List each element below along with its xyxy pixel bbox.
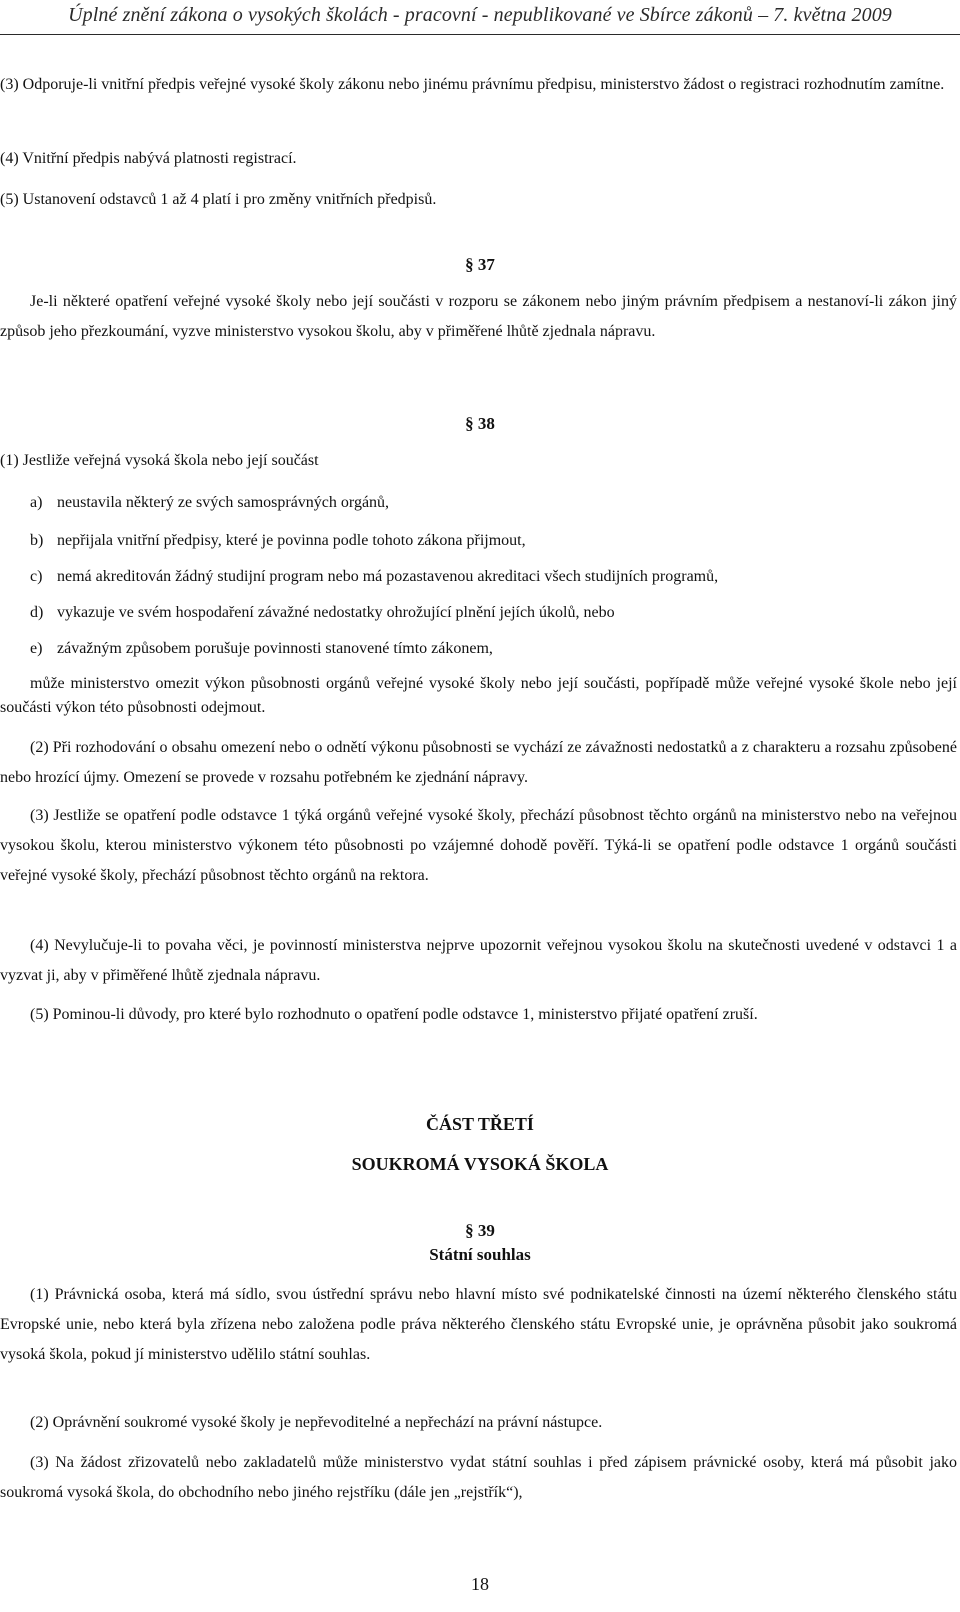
section-39-paragraph-2: (2) Oprávnění soukromé vysoké školy je nepřevoditelné a nepřechází na právní nástupce. bbox=[30, 1414, 603, 1431]
list-item-a: a) neustavila některý ze svých samosprávných orgánů, bbox=[30, 494, 390, 511]
list-item-e: e) závažným způsobem porušuje povinnosti stanovené tímto zákonem, bbox=[30, 640, 493, 657]
list-item-d: d) vykazuje ve svém hospodaření závažné nedostatky ohrožující plnění jejích úkolů, nebo bbox=[30, 604, 615, 621]
section-38-paragraph-3: (3) Jestliže se opatření podle odstavce 1 týká orgánů veřejné vysoké školy, přechází působnost těchto orgánů na ministerstvo nebo na veřejnou vysokou školu, kterou ministerstvo výkonem této působnosti po vzájemné dohodě pověří. Týká-li se opatření podle odstavce 1 orgánů součásti veřejné vysoké školy, přechází působnost těchto orgánů na rektora. bbox=[0, 807, 957, 884]
part-subtitle: SOUKROMÁ VYSOKÁ ŠKOLA bbox=[351, 1154, 609, 1174]
section-38-intro: (1) Jestliže veřejná vysoká škola nebo její součást bbox=[0, 452, 319, 469]
section-38-paragraph-4: (4) Nevylučuje-li to povaha věci, je povinností ministerstva nejprve upozornit veřejnou vysokou školu na skutečnosti uvedené v odstavci 1 a vyzvat ji, aby v přiměřené lhůtě zjednala nápravu. bbox=[0, 937, 957, 984]
list-item-c: c) nemá akreditován žádný studijní program nebo má pozastavenou akreditaci všech studijních programů, bbox=[30, 568, 719, 585]
paragraph-registration-refusal: (3) Odporuje-li vnitřní předpis veřejné vysoké školy zákonu nebo jinému právnímu předpisu, ministerstvo žádost o registraci rozhodnutím zamítne. bbox=[0, 76, 945, 93]
section-39-paragraph-1: (1) Právnická osoba, která má sídlo, svou ústřední správu nebo hlavní místo své podnikatelské činnosti na území některého členského státu Evropské unie, nebo která byla zřízena nebo založena podle práva některého členského státu Evropské unie, je oprávněna působit jako soukromá vysoká škola, pokud jí ministerstvo udělilo státní souhlas. bbox=[0, 1286, 957, 1363]
header-divider bbox=[0, 34, 960, 35]
section-39-heading: § 39 bbox=[465, 1221, 495, 1240]
section-39-paragraph-3: (3) Na žádost zřizovatelů nebo zakladatelů může ministerstvo vydat státní souhlas i před zápisem právnické osoby, která má působit jako soukromá vysoká škola, do obchodního nebo jiného rejstříku (dále jen „rejstřík“), bbox=[0, 1454, 957, 1501]
part-title: ČÁST TŘETÍ bbox=[426, 1114, 534, 1134]
section-38-conclusion: může ministerstvo omezit výkon působnosti orgánů veřejné vysoké školy nebo její součásti, popřípadě může veřejné vysoké škole nebo její součásti výkon této působnosti odejmout. bbox=[0, 675, 957, 716]
paragraph-changes: (5) Ustanovení odstavců 1 až 4 platí i pro změny vnitřních předpisů. bbox=[0, 191, 437, 208]
page-number: 18 bbox=[471, 1574, 489, 1594]
list-item-b: b) nepřijala vnitřní předpisy, které je povinna podle tohoto zákona přijmout, bbox=[30, 532, 526, 549]
section-37-text: Je-li některé opatření veřejné vysoké školy nebo její součásti v rozporu se zákonem nebo jiným právním předpisem a nestanoví-li zákon jiný způsob jeho přezkoumání, vyzve ministerstvo vysokou školu, aby v přiměřené lhůtě zjednala nápravu. bbox=[0, 293, 957, 340]
running-header: Úplné znění zákona o vysokých školách - pracovní - nepublikované ve Sbírce zákonů – 7. května 2009 bbox=[68, 4, 892, 26]
section-38-paragraph-5: (5) Pominou-li důvody, pro které bylo rozhodnuto o opatření podle odstavce 1, ministerstvo přijaté opatření zruší. bbox=[30, 1006, 758, 1023]
section-38-paragraph-2: (2) Při rozhodování o obsahu omezení nebo o odnětí výkonu působnosti se vychází ze závažnosti nedostatků a z charakteru a rozsahu způsobené nebo hrozící újmy. Omezení se provede v rozsahu potřebném ke zjednání nápravy. bbox=[0, 739, 957, 786]
section-37-heading: § 37 bbox=[465, 255, 495, 274]
section-39-title: Státní souhlas bbox=[429, 1245, 531, 1264]
section-38-heading: § 38 bbox=[465, 414, 495, 433]
paragraph-validity: (4) Vnitřní předpis nabývá platnosti registrací. bbox=[0, 150, 297, 167]
